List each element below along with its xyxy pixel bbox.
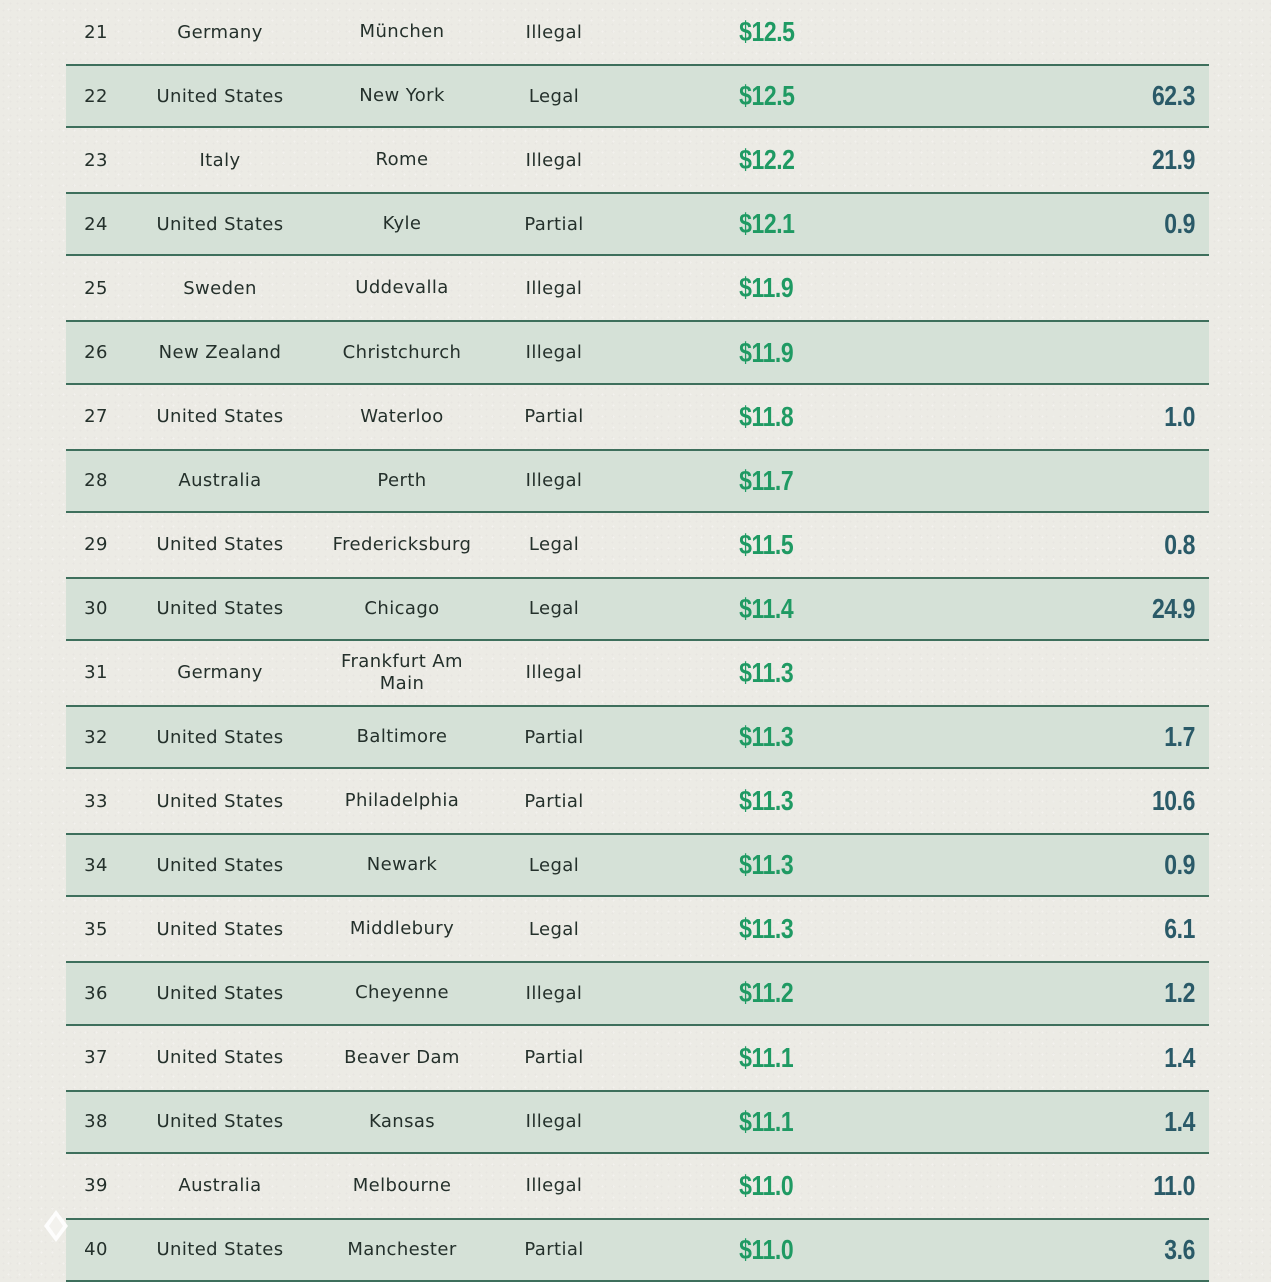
- country-cell: United States: [156, 726, 284, 748]
- value-cell: 21.9: [1151, 144, 1195, 176]
- legal-status-cell: Legal: [528, 854, 580, 876]
- country-cell: United States: [156, 918, 284, 940]
- country-cell: United States: [156, 1047, 284, 1069]
- legal-status-cell: Partial: [524, 406, 584, 428]
- table-row: [66, 577, 1209, 641]
- country-cell: Sweden: [183, 277, 257, 299]
- country-cell: New Zealand: [158, 342, 282, 364]
- value-cell: 11.0: [1153, 1169, 1195, 1201]
- rank-cell: 33: [84, 790, 108, 812]
- legal-status-cell: Partial: [524, 1047, 584, 1069]
- legal-status-cell: Illegal: [525, 277, 583, 299]
- value-cell: 1.7: [1164, 721, 1195, 753]
- legal-status-cell: Partial: [524, 213, 584, 235]
- country-cell: United States: [156, 213, 284, 235]
- value-cell: 0.9: [1164, 208, 1195, 240]
- value-cell: [1064, 0, 1195, 64]
- city-cell: Uddevalla: [355, 277, 449, 299]
- legal-status-cell: Illegal: [525, 982, 583, 1004]
- rank-cell: 28: [84, 470, 108, 492]
- city-cell: Chicago: [364, 597, 440, 619]
- table-row: [66, 128, 1209, 192]
- country-cell: United States: [156, 1111, 284, 1133]
- value-cell: 0.8: [1164, 528, 1195, 560]
- price-cell: $12.5: [739, 16, 795, 48]
- city-cell: Melbourne: [352, 1174, 452, 1196]
- rank-cell: 25: [84, 277, 108, 299]
- value-cell: [1064, 322, 1195, 382]
- price-cell: $11.4: [739, 592, 794, 624]
- price-cell: $11.3: [739, 785, 794, 817]
- rank-cell: 34: [84, 854, 108, 876]
- rank-cell: 27: [84, 406, 108, 428]
- country-cell: Australia: [178, 1175, 262, 1197]
- country-cell: United States: [156, 406, 284, 428]
- price-cell: $11.7: [739, 464, 794, 496]
- country-cell: United States: [156, 534, 284, 556]
- city-cell: Frankfurt Am Main: [341, 650, 463, 694]
- price-cell: $11.0: [739, 1233, 794, 1265]
- table-row: [66, 1026, 1209, 1090]
- table-row: [66, 1090, 1209, 1154]
- price-cell: $12.5: [739, 80, 795, 112]
- table-row: [66, 833, 1209, 897]
- diamond-logo-icon: [40, 1208, 72, 1244]
- value-cell: [1064, 256, 1195, 320]
- price-cell: $11.0: [739, 1169, 794, 1201]
- city-cell: Kyle: [382, 213, 422, 235]
- value-cell: 1.0: [1164, 400, 1195, 432]
- value-cell: 10.6: [1151, 785, 1195, 817]
- rank-cell: 24: [84, 213, 108, 235]
- city-cell: Fredericksburg: [332, 533, 472, 555]
- table-row: [66, 1218, 1209, 1282]
- table-row: [66, 1154, 1209, 1218]
- price-cell: $11.3: [739, 656, 794, 688]
- price-cell: $11.1: [739, 1041, 794, 1073]
- legal-status-cell: Partial: [524, 1239, 584, 1261]
- country-cell: Germany: [177, 662, 263, 684]
- rank-cell: 22: [84, 85, 108, 107]
- country-cell: United States: [156, 982, 284, 1004]
- city-cell: New York: [359, 85, 445, 107]
- table-row: [66, 513, 1209, 577]
- rank-cell: 36: [84, 982, 108, 1004]
- city-cell: Middlebury: [349, 918, 455, 940]
- rank-cell: 35: [84, 918, 108, 940]
- rank-cell: 26: [84, 342, 108, 364]
- price-cell: $11.3: [739, 721, 794, 753]
- value-cell: 1.2: [1164, 977, 1195, 1009]
- city-cell: München: [359, 21, 445, 43]
- rank-cell: 29: [84, 534, 108, 556]
- value-cell: 3.6: [1164, 1233, 1195, 1265]
- table-row: [66, 705, 1209, 769]
- price-cell: $11.9: [739, 272, 794, 304]
- table-row: [66, 385, 1209, 449]
- price-cell: $12.2: [739, 144, 795, 176]
- value-cell: 1.4: [1164, 1105, 1195, 1137]
- table-row: [66, 641, 1209, 705]
- city-cell: Waterloo: [360, 405, 444, 427]
- country-cell: United States: [156, 854, 284, 876]
- value-cell: 1.4: [1164, 1041, 1195, 1073]
- city-cell: Philadelphia: [344, 790, 460, 812]
- price-cell: $11.2: [739, 977, 794, 1009]
- country-cell: United States: [156, 790, 284, 812]
- legal-status-cell: Illegal: [525, 1175, 583, 1197]
- value-cell: 6.1: [1164, 913, 1195, 945]
- country-cell: Germany: [177, 21, 263, 43]
- table-row: [66, 769, 1209, 833]
- city-cell: Manchester: [347, 1238, 457, 1260]
- city-cell: Baltimore: [356, 726, 448, 748]
- legal-status-cell: Illegal: [525, 662, 583, 684]
- value-cell: 24.9: [1151, 592, 1195, 624]
- city-cell: Christchurch: [342, 341, 462, 363]
- legal-status-cell: Legal: [528, 598, 580, 620]
- value-cell: [1064, 451, 1195, 511]
- rank-cell: 30: [84, 598, 108, 620]
- price-cell: $11.5: [739, 528, 794, 560]
- city-cell: Cheyenne: [355, 982, 449, 1004]
- price-cell: $11.8: [739, 400, 794, 432]
- price-cell: $12.1: [739, 208, 795, 240]
- legal-status-cell: Legal: [528, 85, 580, 107]
- country-cell: United States: [156, 1239, 284, 1261]
- rank-cell: 38: [84, 1111, 108, 1133]
- city-cell: Newark: [366, 854, 438, 876]
- legal-status-cell: Illegal: [525, 21, 583, 43]
- city-cell: Kansas: [368, 1110, 436, 1132]
- legal-status-cell: Legal: [528, 918, 580, 940]
- table-row: [66, 320, 1209, 384]
- rank-cell: 31: [84, 662, 108, 684]
- rank-cell: 39: [84, 1175, 108, 1197]
- rank-cell: 21: [84, 21, 108, 43]
- ranking-table: [66, 0, 1209, 1282]
- rank-cell: 37: [84, 1047, 108, 1069]
- country-cell: United States: [156, 85, 284, 107]
- rank-cell: 32: [84, 726, 108, 748]
- country-cell: Italy: [199, 149, 241, 171]
- table-row: [66, 0, 1209, 64]
- price-cell: $11.3: [739, 913, 794, 945]
- legal-status-cell: Legal: [528, 534, 580, 556]
- table-row: [66, 256, 1209, 320]
- legal-status-cell: Illegal: [525, 342, 583, 364]
- table-row: [66, 192, 1209, 256]
- price-cell: $11.9: [739, 336, 794, 368]
- city-cell: Beaver Dam: [344, 1046, 460, 1068]
- table-row: [66, 449, 1209, 513]
- rank-cell: 23: [84, 149, 108, 171]
- price-cell: $11.3: [739, 849, 794, 881]
- value-cell: [1064, 641, 1195, 705]
- city-cell: Perth: [377, 469, 427, 491]
- price-cell: $11.1: [739, 1105, 794, 1137]
- table-row: [66, 961, 1209, 1025]
- value-cell: 0.9: [1164, 849, 1195, 881]
- legal-status-cell: Partial: [524, 726, 584, 748]
- rank-cell: 40: [84, 1239, 108, 1261]
- legal-status-cell: Illegal: [525, 1111, 583, 1133]
- legal-status-cell: Partial: [524, 790, 584, 812]
- table-row: [66, 897, 1209, 961]
- table-row: [66, 64, 1209, 128]
- legal-status-cell: Illegal: [525, 149, 583, 171]
- value-cell: 62.3: [1151, 80, 1195, 112]
- city-cell: Rome: [375, 149, 429, 171]
- country-cell: United States: [156, 598, 284, 620]
- legal-status-cell: Illegal: [525, 470, 583, 492]
- country-cell: Australia: [178, 470, 262, 492]
